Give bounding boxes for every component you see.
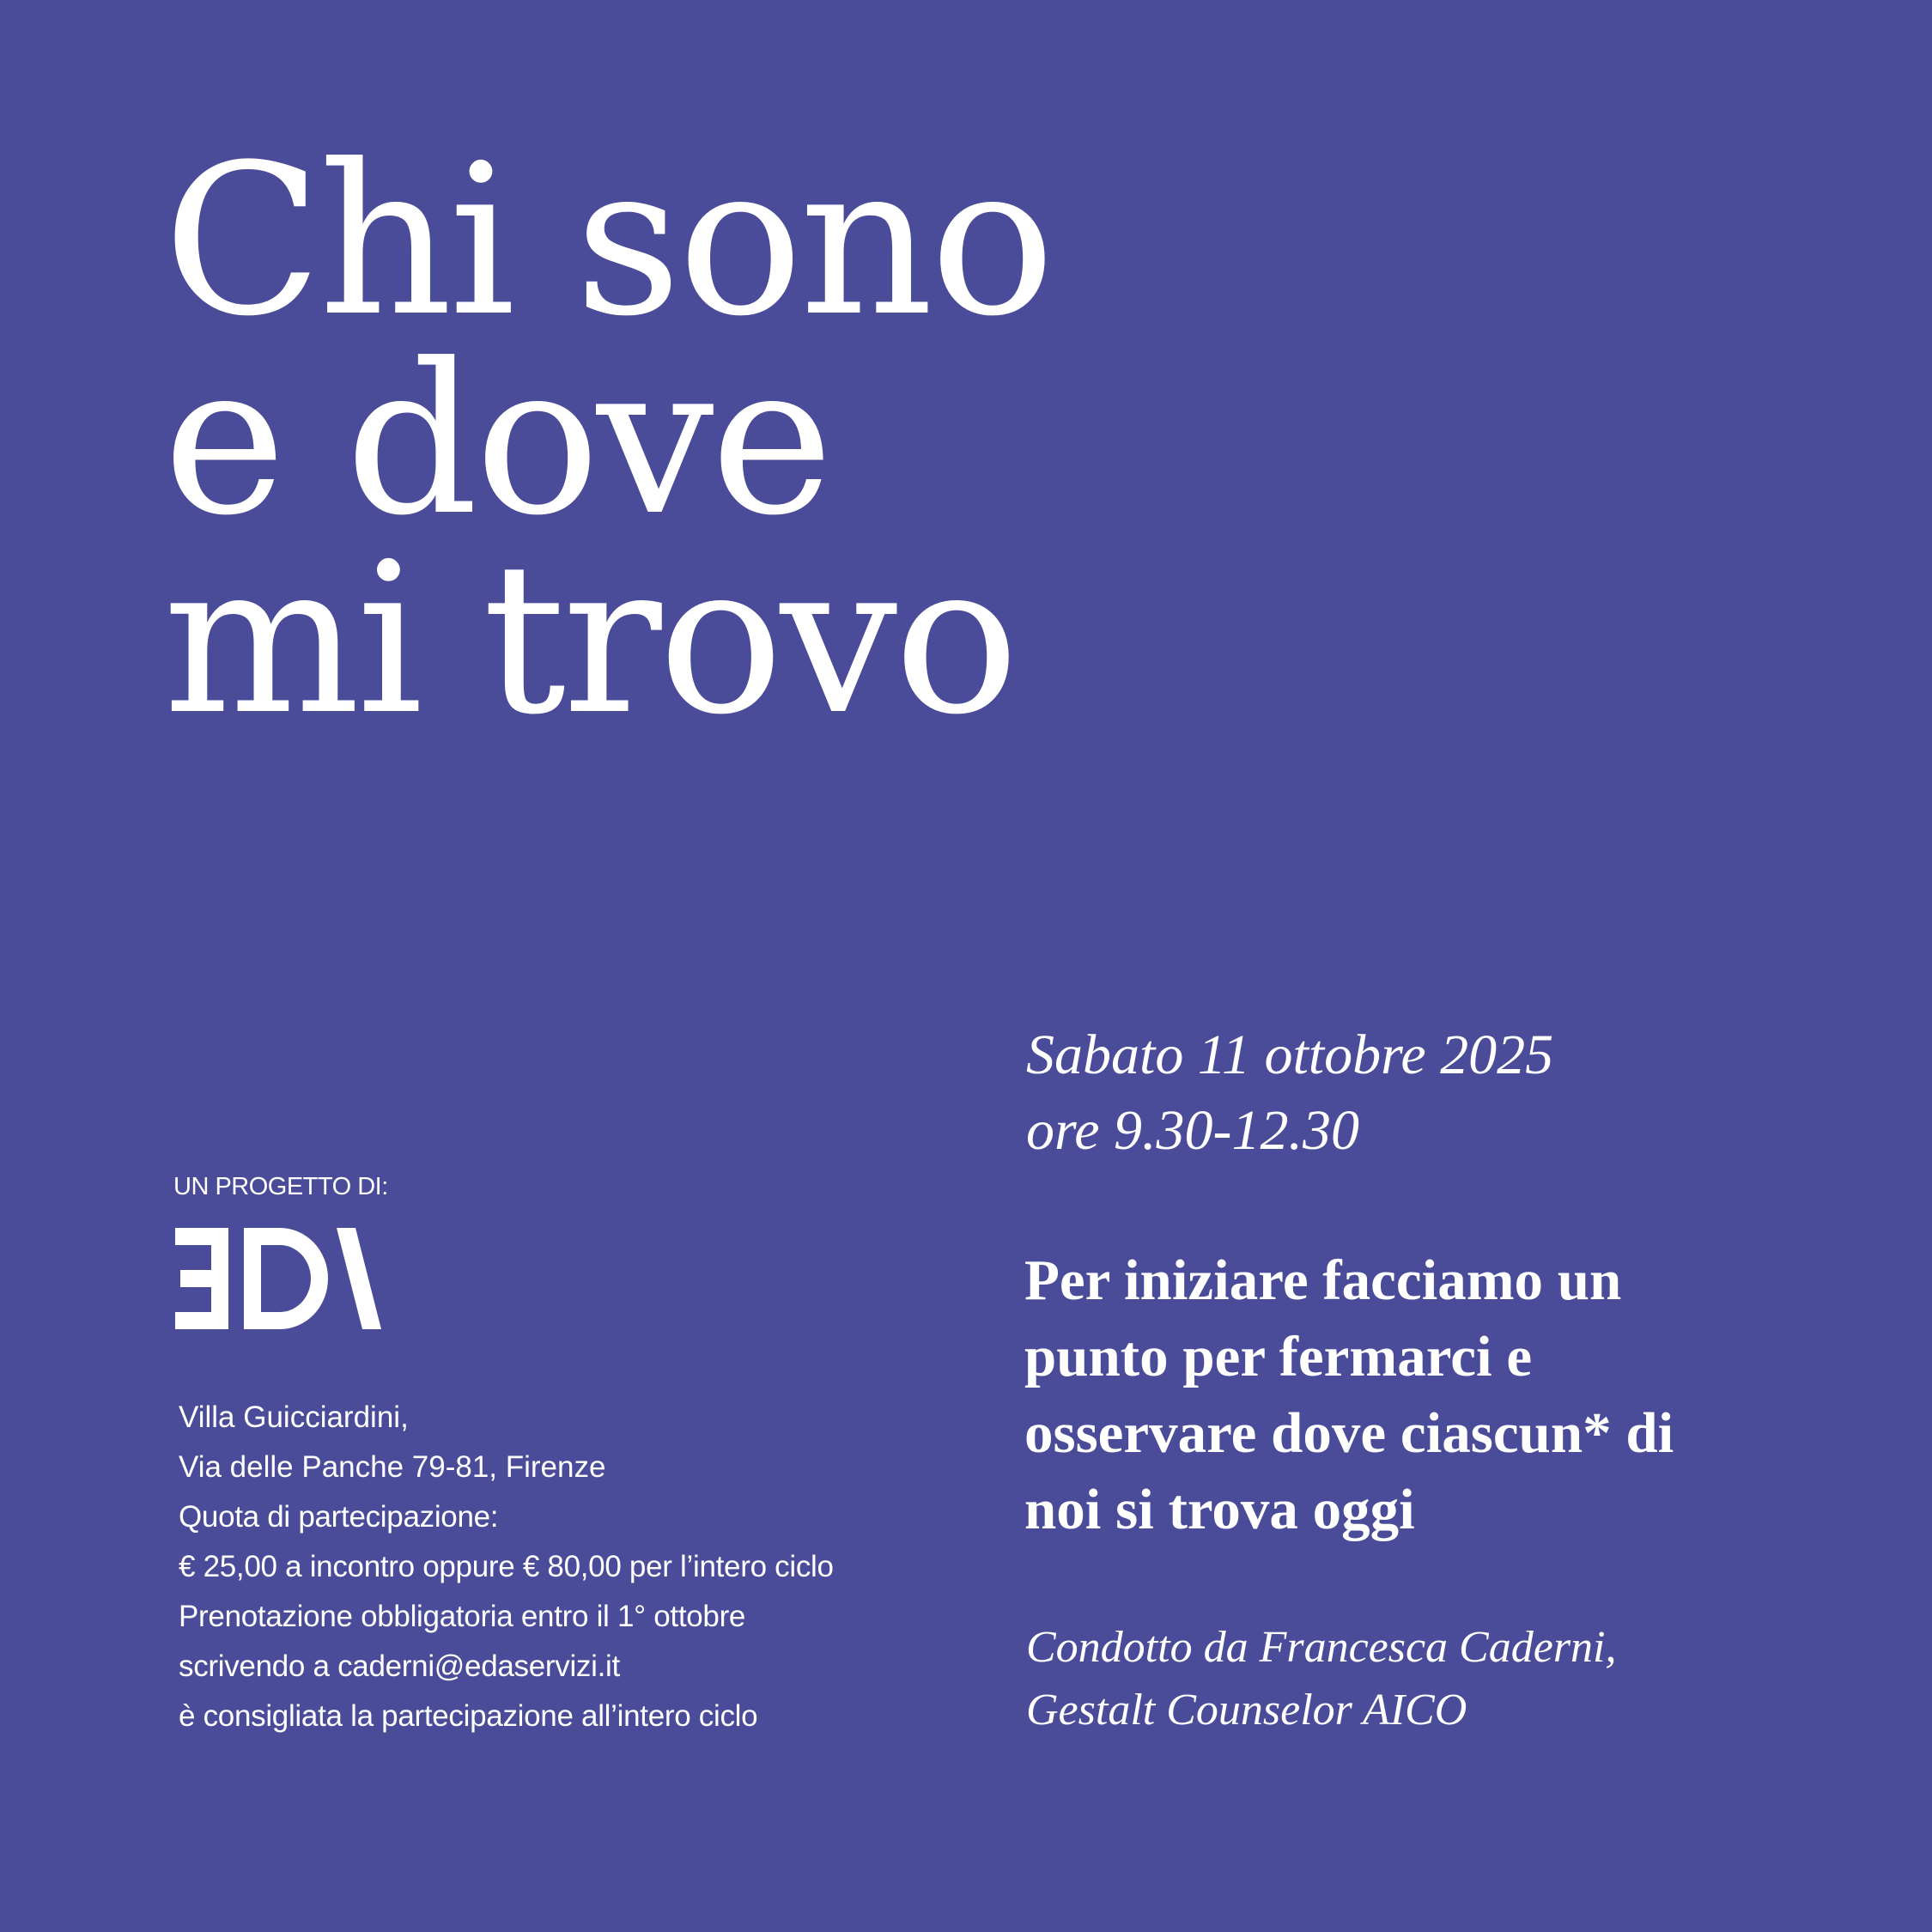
venue-name: Villa Guicciardini, [179,1400,409,1434]
booking-deadline: Prenotazione obbligatoria entro il 1° ottobre [179,1600,746,1633]
title-line-2: e dove [163,319,830,562]
event-info [179,1393,834,1741]
eda-logo-icon [175,1228,381,1329]
event-headline [1024,1242,1883,1548]
contact-email: scrivendo a caderni@edaservizi.it [179,1649,620,1683]
event-time: ore 9.30-12.30 [1026,1099,1360,1162]
project-label: UN PROGETTO DI: [173,1173,388,1200]
headline-line-3: osservare dove ciascun* di [1024,1401,1674,1465]
event-date: Sabato 11 ottobre 2025 [1026,1024,1554,1086]
venue-address: Via delle Panche 79-81, Firenze [179,1450,606,1484]
conductor-line-1: Condotto da Francesca Caderni, [1026,1623,1617,1672]
headline-line-1: Per iniziare facciamo un [1024,1249,1622,1312]
event-conductor [1026,1616,1617,1741]
headline-line-2: punto per fermarci e [1024,1325,1533,1388]
eda-logo [175,1228,381,1329]
title-line-3: mi trovo [163,519,1016,761]
fee-amount: € 25,00 a incontro oppure € 80,00 per l’intero ciclo [179,1550,834,1583]
conductor-line-2: Gestalt Counselor AICO [1026,1686,1467,1735]
headline-line-4: noi si trova oggi [1024,1478,1415,1541]
event-schedule [1026,1018,1553,1169]
page-title [163,120,1052,761]
title-line-1: Chi sono [163,120,1052,362]
cycle-advice: è consigliata la partecipazione all’intero ciclo [179,1699,758,1733]
fee-label: Quota di partecipazione: [179,1500,499,1534]
